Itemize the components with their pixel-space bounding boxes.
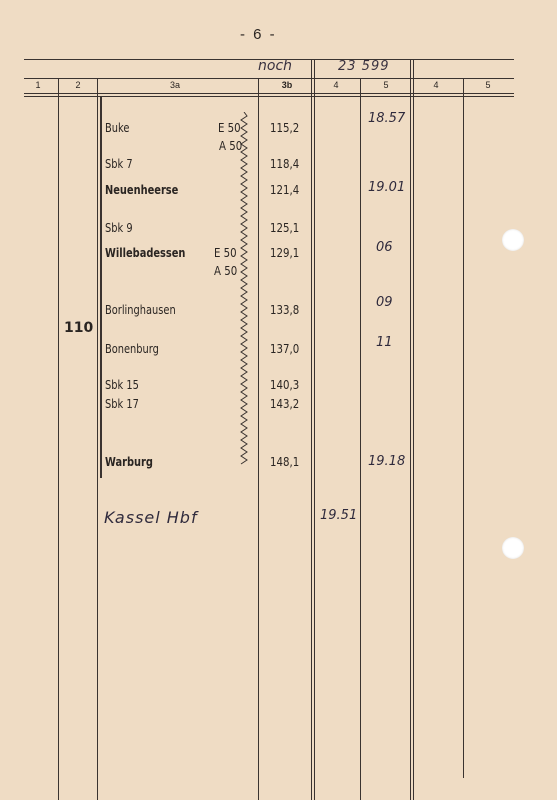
km-value: 121,4 [270,183,300,197]
time-value: 19.01 [368,180,406,195]
station-name: Sbk 7 [105,157,133,171]
station-name: Sbk 9 [105,221,133,235]
km-value: 125,1 [270,221,300,235]
col-divider-1 [58,78,59,800]
station-name: Borlinghausen [105,303,176,317]
col-header-1: 1 [35,80,41,90]
col-header-5: 5 [383,80,389,90]
station-name: Willebadessen [105,246,186,260]
km-value: 118,4 [270,157,300,171]
time-value: 19.18 [368,454,406,469]
km-value: 137,0 [270,342,300,356]
exit-signal: A 50 [214,264,238,278]
km-value: 133,8 [270,303,300,317]
destination-arrival: 19.51 [320,508,358,523]
station-name: Sbk 15 [105,378,139,392]
station-name: Bonenburg [105,342,159,356]
time-value: 11 [376,335,393,350]
col-header-2: 2 [75,80,81,90]
col-header-3b: 3b [281,80,293,90]
station-name: Warburg [105,455,153,469]
col-divider-5 [360,78,361,800]
time-value: 09 [376,295,393,310]
noch-label: noch [258,58,293,74]
time-value: 06 [376,240,393,255]
destination-name: Kassel Hbf [104,508,198,527]
col-header-3a: 3a [169,80,180,90]
col-divider-4b [314,59,315,800]
km-value: 115,2 [270,121,300,135]
km-value: 143,2 [270,397,300,411]
entry-signal: E 50 [214,246,237,260]
station-name: Sbk 17 [105,397,139,411]
section-code: 110 [64,320,94,336]
km-value: 148,1 [270,455,300,469]
col-divider-6b [413,59,414,800]
station-name: Neuenheerse [105,183,179,197]
col-header-5b: 5 [485,80,491,90]
time-value: 18.57 [368,111,406,126]
station-name: Buke [105,121,130,135]
km-value: 140,3 [270,378,300,392]
speed-restriction-wave [238,112,252,467]
col-header-4b: 4 [433,80,439,90]
punch-hole-bottom [502,537,524,559]
col-header-4: 4 [333,80,339,90]
col-divider-6a [410,59,411,800]
punch-hole-top [502,229,524,251]
km-value: 129,1 [270,246,300,260]
col-divider-3 [258,78,259,800]
page-number: - 6 - [240,26,277,43]
train-number: 23 599 [338,59,390,74]
exit-signal: A 50 [219,139,243,153]
col-bracket-3a [100,96,102,478]
col-divider-4a [311,59,312,800]
col-divider-7 [463,78,464,778]
col-divider-2 [97,78,98,800]
entry-signal: E 50 [218,121,241,135]
